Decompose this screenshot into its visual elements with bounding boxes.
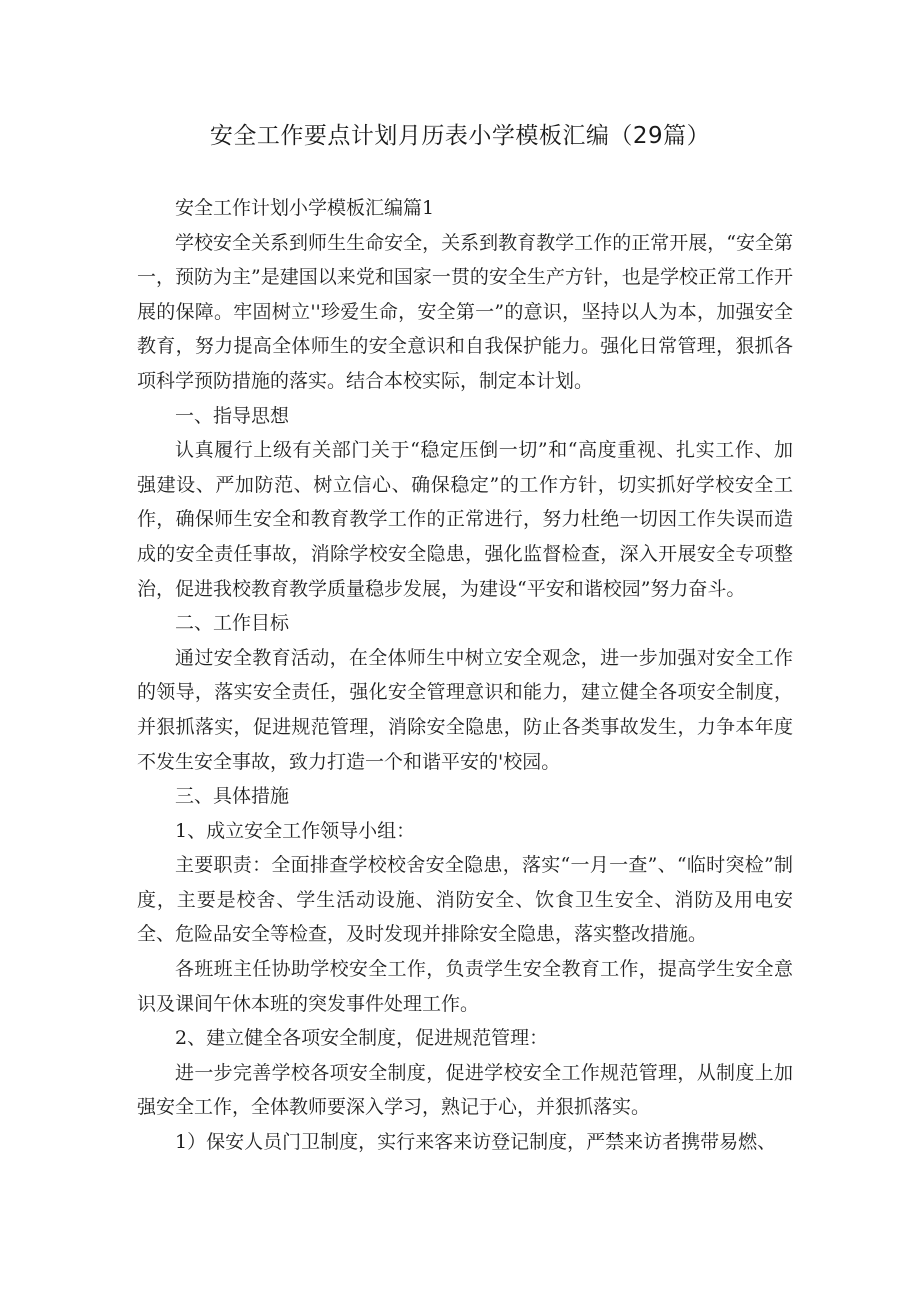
section-heading: 三、具体措施 <box>175 785 290 808</box>
section-heading: 一、指导思想 <box>175 404 290 427</box>
sub-heading: 2、建立健全各项安全制度，促进规范管理： <box>175 1027 549 1050</box>
body-paragraph: 认真履行上级有关部门关于“稳定压倒一切”和“高度重视、扎实工作、加强建设、严加防范、树立信心、确保稳定”的工作方针，切实抓好学校安全工作，确保师生安全和教育教学工作的正常进行，努力杜绝一切因工作失误而造成的安全责任事故，消除学校安全隐患，强化监督检查，深入开展安全专项整治，促进我校教育教学质量稳步发展，为建设“平安和谐校园”努力奋斗。 <box>137 439 793 600</box>
document-title: 安全工作要点计划月历表小学模板汇编（29篇） <box>209 123 711 149</box>
body-paragraph: 1）保安人员门卫制度，实行来客来访登记制度，严禁来访者携带易燃、 <box>175 1131 777 1154</box>
body-paragraph: 主要职责：全面排查学校校舍安全隐患，落实“一月一查”、“临时突检”制度，主要是校舍、学生活动设施、消防安全、饮食卫生安全、消防及用电安全、危险品安全等检查，及时发现并排除安全隐患，落实整改措施。 <box>137 854 793 946</box>
body-paragraph: 各班班主任协助学校安全工作，负责学生安全教育工作，提高学生安全意识及课间午休本班的突发事件处理工作。 <box>137 958 793 1015</box>
sub-heading: 1、成立安全工作领导小组： <box>175 819 416 842</box>
body-paragraph: 学校安全关系到师生生命安全，关系到教育教学工作的正常开展，“安全第一，预防为主”是建国以来党和国家一贯的安全生产方针，也是学校正常工作开展的保障。牢固树立''珍爱生命，安全第一”的意识，坚持以人为本，加强安全教育，努力提高全体师生的安全意识和自我保护能力。强化日常管理，狠抓各项科学预防措施的落实。结合本校实际，制定本计划。 <box>137 231 793 392</box>
body-paragraph: 进一步完善学校各项安全制度，促进学校安全工作规范管理，从制度上加强安全工作，全体教师要深入学习，熟记于心，并狠抓落实。 <box>137 1061 793 1119</box>
document-body <box>137 191 793 1160</box>
body-paragraph: 通过安全教育活动，在全体师生中树立安全观念，进一步加强对安全工作的领导，落实安全责任，强化安全管理意识和能力，建立健全各项安全制度，并狠抓落实，促进规范管理，消除安全隐患，防止各类事故发生，力争本年度不发生安全事故，致力打造一个和谐平安的'校园。 <box>137 646 793 773</box>
section-heading: 二、工作目标 <box>175 612 290 635</box>
section-heading: 安全工作计划小学模板汇编篇1 <box>175 197 435 219</box>
